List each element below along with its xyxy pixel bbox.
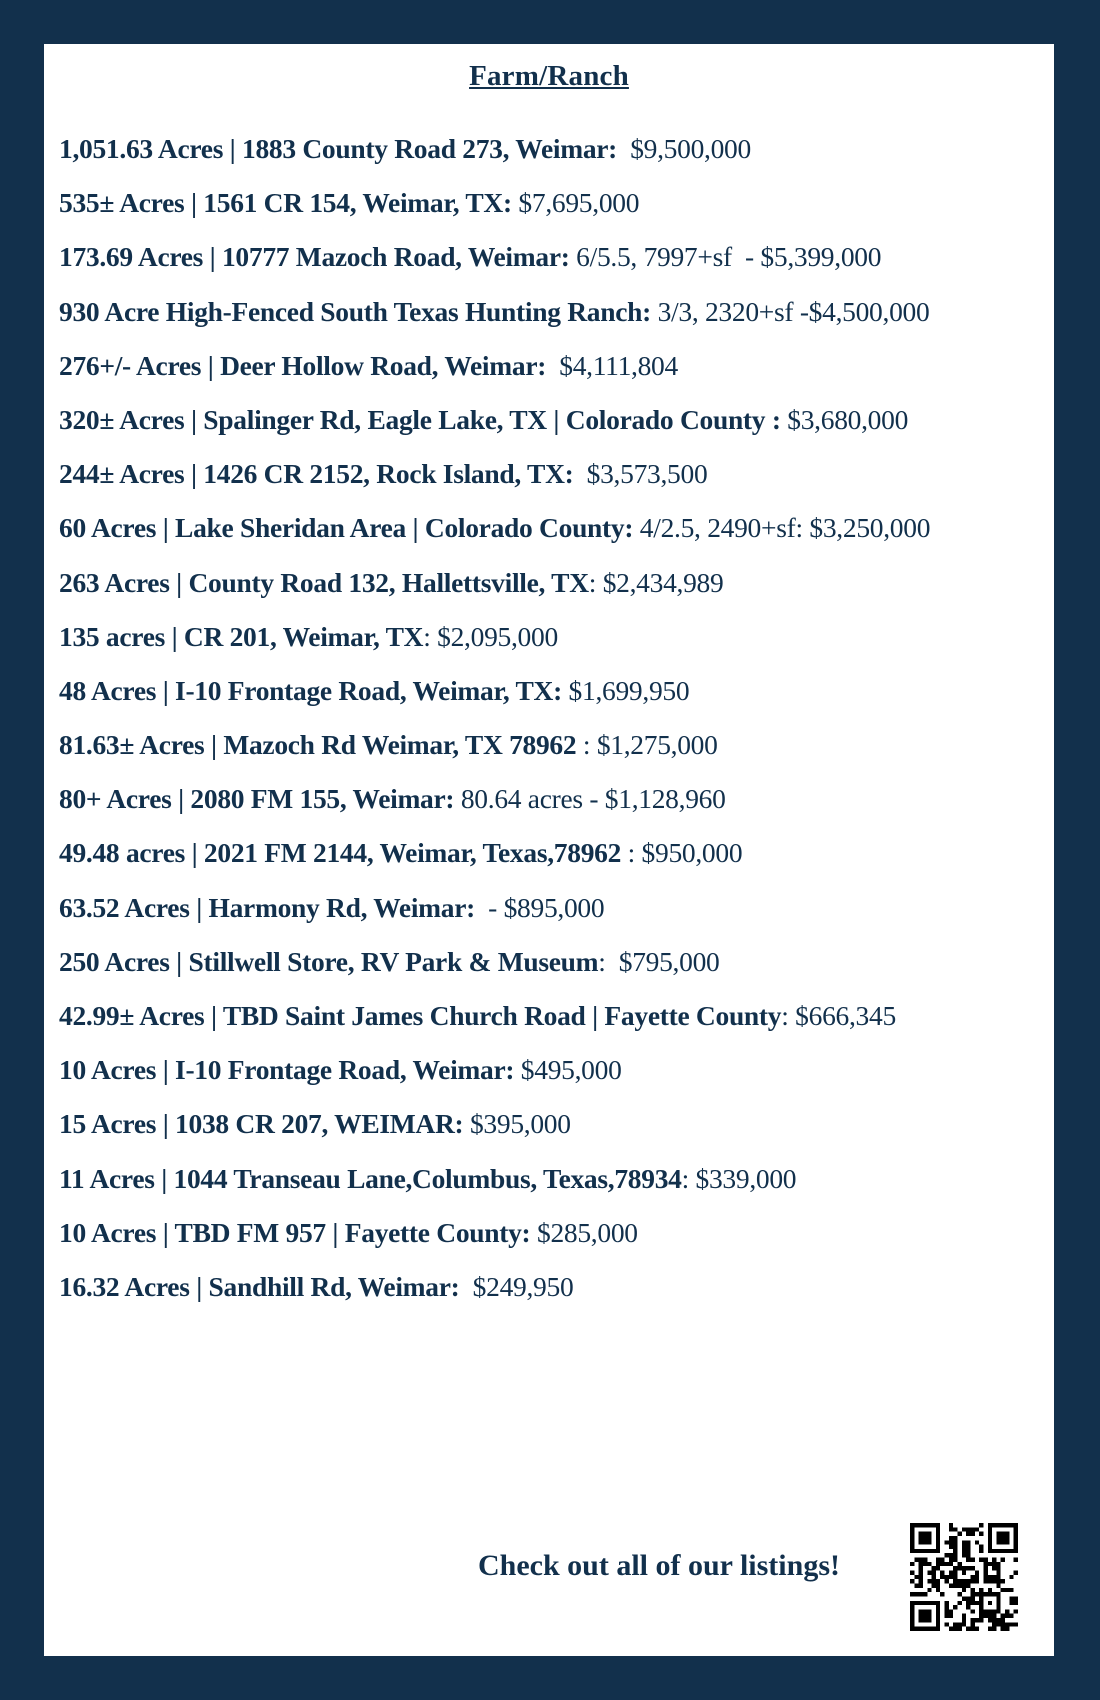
listing-label: 250 Acres | Stillwell Store, RV Park & Museum [59,945,599,977]
listing-label: 16.32 Acres | Sandhill Rd, Weimar: [59,1270,460,1302]
listing-label: 60 Acres | Lake Sheridan Area | Colorado County: [59,512,634,544]
listing-label: 930 Acre High-Fenced South Texas Hunting Ranch: [59,295,652,327]
listing-detail: : $2,434,989 [588,566,724,598]
listing-detail: 6/5.5, 7997+sf - $5,399,000 [569,241,882,273]
listing-item [59,989,1049,1043]
listing-label: 48 Acres | I-10 Frontage Road, Weimar, TX: [59,674,562,706]
listing-detail: $249,950 [459,1270,574,1302]
listing-detail: $3,573,500 [573,458,708,490]
listing-item [59,1260,1049,1314]
listing-label: 81.63± Acres | Mazoch Rd Weimar, TX 78962 [59,729,577,761]
listing-item [59,826,1049,880]
listing-item [59,664,1049,718]
listing-item [59,1097,1049,1151]
listing-detail: $285,000 [530,1216,638,1248]
listing-label: 263 Acres | County Road 132, Hallettsville, TX [59,566,589,598]
listing-detail: 80.64 acres - $1,128,960 [454,783,726,815]
listing-item [59,393,1049,447]
listing-item [59,285,1049,339]
listing-item [59,556,1049,610]
listing-item [59,230,1049,284]
qr-code-icon[interactable] [910,1523,1018,1631]
listing-detail: - $895,000 [475,891,605,923]
listing-label: 10 Acres | TBD FM 957 | Fayette County: [59,1216,531,1248]
listing-label: 276+/- Acres | Deer Hollow Road, Weimar: [59,349,547,381]
listing-detail: : $795,000 [598,945,720,977]
listing-label: 11 Acres | 1044 Transeau Lane,Columbus, Texas,78934 [59,1162,682,1194]
listing-label: 10 Acres | I-10 Frontage Road, Weimar: [59,1054,515,1086]
listing-detail: 4/2.5, 2490+sf: $3,250,000 [633,512,931,544]
listing-detail: : $950,000 [621,837,743,869]
listing-sheet [44,44,1054,1656]
listing-item [59,772,1049,826]
listing-item [59,881,1049,935]
listing-label: 320± Acres | Spalinger Rd, Eagle Lake, TX | Colorado County : [59,403,781,435]
listing-label: 80+ Acres | 2080 FM 155, Weimar: [59,783,455,815]
listing-detail: $4,111,804 [546,349,678,381]
listing-label: 42.99± Acres | TBD Saint James Church Road | Fayette County [59,1000,782,1031]
listing-label: 244± Acres | 1426 CR 2152, Rock Island, TX: [59,458,574,490]
listing-detail: $1,699,950 [561,674,690,706]
listing-label: 63.52 Acres | Harmony Rd, Weimar: [59,891,476,923]
listing-item [59,610,1049,664]
listing-item [59,1152,1049,1206]
listing-item [59,176,1049,230]
listing-item [59,447,1049,501]
listing-detail: $3,680,000 [780,403,909,435]
listing-label: 173.69 Acres | 10777 Mazoch Road, Weimar: [59,241,570,273]
page-title: Farm/Ranch [469,60,629,92]
listing-label: 1,051.63 Acres | 1883 County Road 273, Weimar: [59,133,618,164]
listings-cta: Check out all of our listings! [478,1549,840,1582]
listing-item [59,718,1049,772]
listing-detail: : $666,345 [781,1000,896,1031]
listing-detail: : $2,095,000 [423,620,558,652]
listing-detail: : $339,000 [681,1162,797,1194]
listing-item [59,1206,1049,1260]
listing-detail: $495,000 [514,1054,622,1086]
listing-detail: $9,500,000 [617,133,751,164]
listing-item [59,935,1049,989]
listing-detail: $395,000 [463,1108,571,1140]
listing-item [59,501,1049,555]
listing-label: 135 acres | CR 201, Weimar, TX [59,620,424,652]
listing-label: 49.48 acres | 2021 FM 2144, Weimar, Texas,78962 [59,837,622,869]
listing-label: 15 Acres | 1038 CR 207, WEIMAR: [59,1108,464,1140]
listing-item [59,339,1049,393]
listing-item [59,1043,1049,1097]
listing-label: 535± Acres | 1561 CR 154, Weimar, TX: [59,187,512,219]
listing-list [59,122,1049,1314]
listing-detail: 3/3, 2320+sf -$4,500,000 [651,295,930,327]
listing-detail: : $1,275,000 [576,729,718,761]
listing-detail: $7,695,000 [511,187,640,219]
listing-item [59,122,1049,176]
